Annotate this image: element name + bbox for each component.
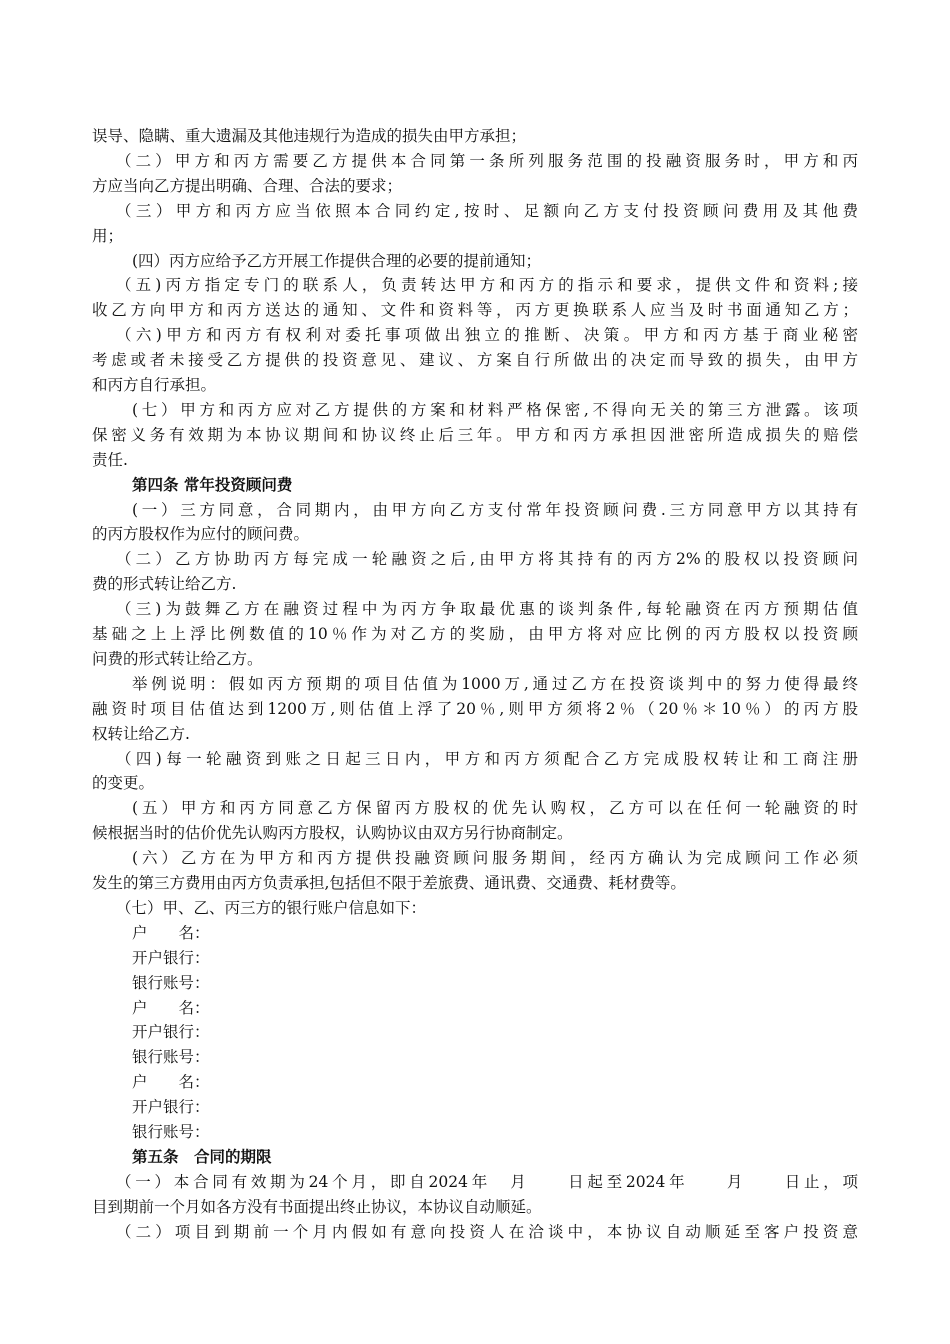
text-line: 和丙方自行承担。 [92, 376, 217, 394]
text-line: 考虑或者未接受乙方提供的投资意见、建议、方案自行所做出的决定而导致的损失，由甲方 [92, 351, 858, 370]
text-line: 户 名： [132, 998, 210, 1017]
text-line: 候根据当时的估价优先认购丙方股权，认购协议由双方另行协商制定。 [92, 824, 573, 843]
text-line: 方应当向乙方提出明确、合理、合法的要求； [92, 176, 403, 195]
text-line: 问费的形式转让给乙方。 [92, 649, 263, 668]
text-line: （四)每一轮融资到账之日起三日内，甲方和丙方须配合乙方完成股权转让和工商注册 [116, 749, 858, 768]
text-line: 的变更。 [92, 774, 155, 793]
text-line: （六)甲方和丙方有权利对委托事项做出独立的推断、决策。甲方和丙方基于商业秘密 [116, 326, 858, 345]
text-line: (七）甲方和丙方应对乙方提供的方案和材料严格保密,不得向无关的第三方泄露。该项 [132, 400, 858, 419]
text-line: （三)为鼓舞乙方在融资过程中为丙方争取最优惠的谈判条件,每轮融资在丙方预期估值 [116, 600, 858, 619]
text-line: 开户银行： [132, 1023, 210, 1042]
text-line: (六）乙方在为甲方和丙方提供投融资顾问服务期间，经丙方确认为完成顾问工作必须 [132, 849, 858, 868]
text-line: 基础之上上浮比例数值的10％作为对乙方的奖励，由甲方将对应比例的丙方股权以投资顾 [92, 625, 858, 643]
text-line: （二）项目到期前一个月内假如有意向投资人在洽谈中，本协议自动顺延至客户投资意 [116, 1222, 858, 1241]
text-line: 户 名： [132, 1073, 210, 1092]
text-line: 银行账号： [132, 973, 210, 992]
text-line: 费的形式转让给乙方. [92, 575, 237, 594]
text-line: （二）甲方和丙方需要乙方提供本合同第一条所列服务范围的投融资服务时，甲方和丙 [116, 151, 858, 170]
text-line: 户 名： [132, 923, 210, 942]
text-line: （一）本合同有效期为24个月，即自2024年 月 日起至2024年 月 日止，项 [116, 1172, 858, 1191]
text-line: 目到期前一个月如各方没有书面提出终止协议，本协议自动顺延。 [92, 1197, 542, 1216]
text-line: （五)丙方指定专门的联系人，负责转达甲方和丙方的指示和要求，提供文件和资料;接 [116, 276, 858, 295]
text-line: 责任. [92, 450, 128, 469]
text-line: 开户银行： [132, 1098, 210, 1117]
text-line: 的丙方股权作为应付的顾问费。 [92, 525, 310, 544]
section-heading: 第四条 常年投资顾问费 [132, 474, 293, 494]
text-line: （七）甲、乙、丙三方的银行账户信息如下： [116, 898, 427, 917]
text-line: 误导、隐瞒、重大遗漏及其他违规行为造成的损失由甲方承担； [92, 127, 527, 145]
text-line: 银行账号： [132, 1048, 210, 1067]
text-line: （三）甲方和丙方应当依照本合同约定,按时、足额向乙方支付投资顾问费用及其他费 [116, 201, 858, 220]
text-line: 发生的第三方费用由丙方负责承担,包括但不限于差旅费、通讯费、交通费、耗材费等。 [92, 874, 686, 892]
text-line: 用； [92, 226, 124, 245]
text-line: 银行账号： [132, 1123, 210, 1141]
text-line: (五）甲方和丙方同意乙方保留丙方股权的优先认购权，乙方可以在任何一轮融资的时 [132, 799, 858, 818]
text-line: 举例说明：假如丙方预期的项目估值为1000万,通过乙方在投资谈判中的努力使得最终 [132, 674, 858, 693]
text-line: 权转让给乙方. [92, 724, 190, 743]
text-line: （二）乙方协助丙方每完成一轮融资之后,由甲方将其持有的丙方2%的股权以投资顾问 [116, 550, 858, 569]
text-line: (一）三方同意，合同期内，由甲方向乙方支付常年投资顾问费.三方同意甲方以其持有 [132, 500, 858, 519]
text-line: 融资时项目估值达到1200万,则估值上浮了20％,则甲方须将2％（20％＊10％）的丙方股 [92, 699, 858, 718]
text-line: (四）丙方应给予乙方开展工作提供合理的必要的提前通知； [132, 251, 542, 270]
text-line: 保密义务有效期为本协议期间和协议终止后三年。甲方和丙方承担因泄密所造成损失的赔偿 [92, 425, 858, 444]
text-line: 收乙方向甲方和丙方送达的通知、文件和资料等，丙方更换联系人应当及时书面通知乙方； [92, 301, 858, 320]
section-heading: 第五条 合同的期限 [132, 1146, 272, 1166]
text-line: 开户银行： [132, 948, 210, 967]
